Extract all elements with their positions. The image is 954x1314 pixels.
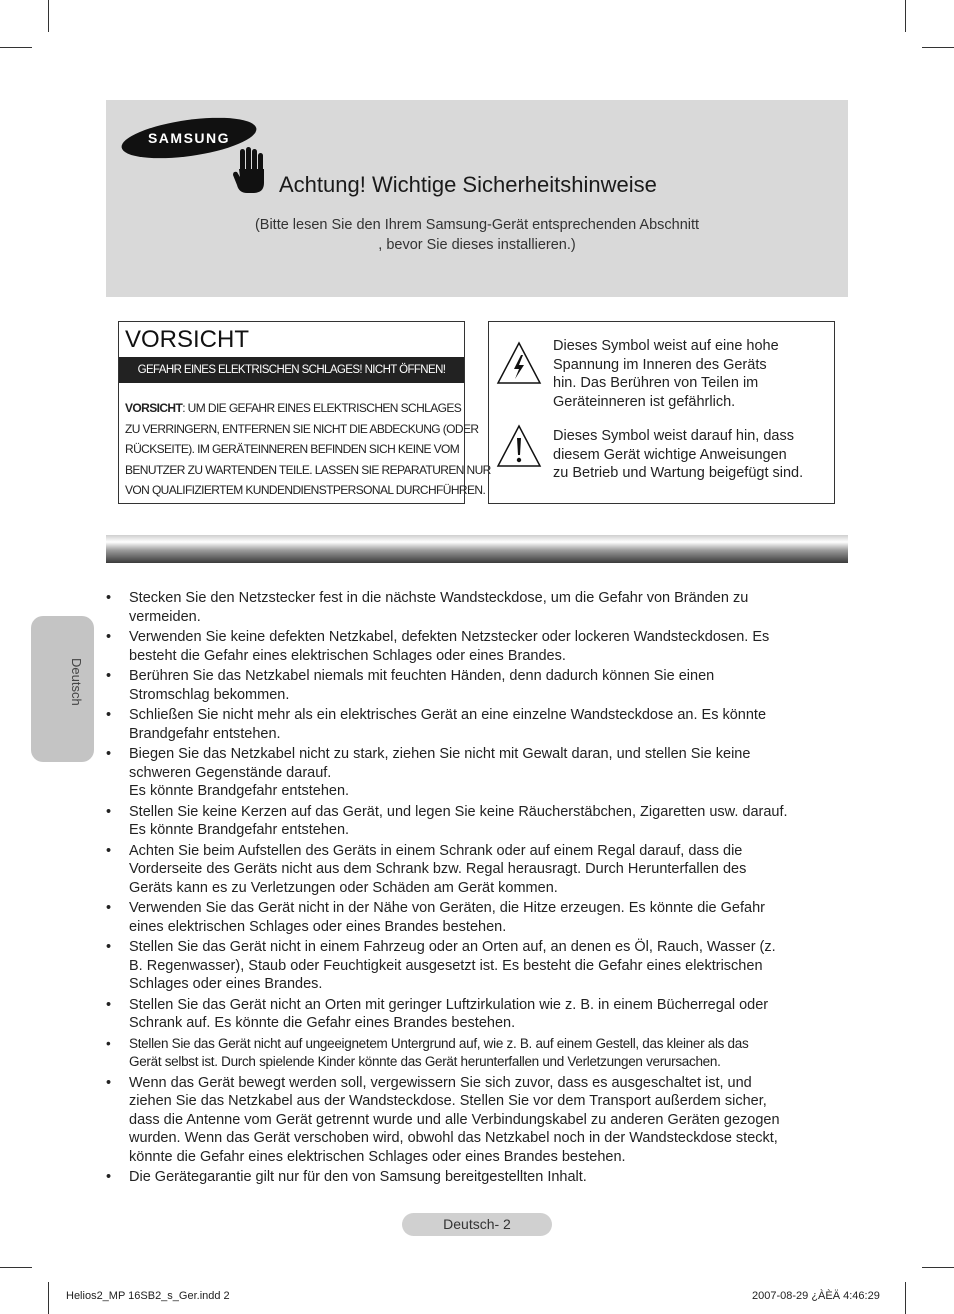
- list-item-line: • Wenn das Gerät bewegt werden soll, vergewissern Sie sich zuvor, dass es ausgeschaltet ist, und: [129, 1074, 752, 1091]
- list-item: [106, 706, 851, 743]
- crop-mark: [905, 0, 906, 32]
- crop-mark: [0, 47, 32, 48]
- footer-timestamp: 2007-08-29 ¿ÀÈÄ 4:46:29: [752, 1290, 880, 1302]
- list-item: [106, 667, 851, 704]
- list-item-line: • Biegen Sie das Netzkabel nicht zu stark, ziehen Sie nicht mit Gewalt daran, und stellen Sie keine: [129, 746, 751, 762]
- language-tab: [31, 616, 94, 762]
- list-item: [106, 628, 851, 665]
- list-item-line: • Die Gerätegarantie gilt nur für den von Samsung bereitgestellten Inhalt.: [129, 1169, 587, 1185]
- list-item-line: • Stellen Sie das Gerät nicht in einem Fahrzeug oder an Orten auf, an denen es Öl, Rauch, Wasser (z.: [129, 939, 776, 955]
- crop-mark: [48, 1282, 49, 1314]
- caution-line: ZU VERRINGERN, ENTFERNEN SIE NICHT DIE ABDECKUNG (ODER: [125, 421, 479, 436]
- list-item: [106, 996, 851, 1033]
- list-item-line: Schlages oder eines Brandes.: [129, 976, 323, 992]
- safety-header: [106, 100, 848, 297]
- caution-banner: GEFAHR EINES ELEKTRISCHEN SCHLAGES! NICHT ÖFFNEN!: [119, 357, 464, 383]
- subtitle-line: , bevor Sie dieses installieren.): [378, 237, 576, 253]
- list-item: [106, 745, 851, 801]
- list-item-line: Stromschlag bekommen.: [129, 686, 290, 703]
- list-item-line: Vorderseite des Geräts nicht aus dem Schrank bzw. Regal herausragt. Durch Herunterfallen des: [129, 861, 747, 877]
- list-item-line: Es könnte Brandgefahr entstehen.: [129, 822, 350, 838]
- list-item-line: Schrank auf. Es könnte die Gefahr eines Brandes bestehen.: [129, 1015, 516, 1031]
- section-divider: [106, 535, 848, 563]
- list-item: [106, 803, 851, 840]
- instructions-text: Dieses Symbol weist darauf hin, dass diesem Gerät wichtige Anweisungen zu Betrieb und Wartung beigefügt sind.: [553, 428, 804, 481]
- list-item-line: • Verwenden Sie keine defekten Netzkabel, defekten Netzstecker oder lockeren Wandsteckdosen. Es: [129, 629, 770, 645]
- list-item-line: Gerät selbst ist. Durch spielende Kinder könnte das Gerät herunterfallen und Verletzungen verursachen.: [129, 1054, 721, 1069]
- list-item: [106, 1168, 851, 1187]
- list-item-line: • Stecken Sie den Netzstecker fest in die nächste Wandsteckdose, um die Gefahr von Bränden zu: [129, 590, 749, 606]
- crop-mark: [922, 1267, 954, 1268]
- list-item-line: • Berühren Sie das Netzkabel niemals mit feuchten Händen, denn dadurch können Sie einen: [129, 668, 715, 684]
- list-item-line: schweren Gegenstände darauf.: [129, 764, 332, 781]
- list-item-line: dass die Antenne vom Gerät getrennt wurde und alle Verbindungskabel zu anderen Geräten gezogen: [129, 1111, 780, 1128]
- caution-line: VON QUALIFIZIERTEM KUNDENDIENSTPERSONAL DURCHFÜHREN.: [125, 483, 486, 497]
- crop-mark: [922, 47, 954, 48]
- page-title: Achtung! Wichtige Sicherheitshinweise: [279, 172, 657, 197]
- caution-body: [125, 398, 491, 501]
- list-item-line: ziehen Sie das Netzkabel aus der Wandsteckdose. Stellen Sie vor dem Transport außerdem sicher,: [129, 1093, 767, 1109]
- safety-instructions-list: [106, 589, 851, 1189]
- caution-title: VORSICHT: [125, 326, 250, 353]
- list-item: [106, 1074, 851, 1167]
- list-item-line: vermeiden.: [129, 608, 201, 625]
- list-item-line: • Verwenden Sie das Gerät nicht in der Nähe von Geräten, die Hitze erzeugen. Es könnte die Gefahr: [129, 900, 765, 916]
- list-item-line: Es könnte Brandgefahr entstehen.: [129, 783, 350, 799]
- list-item-line: eines elektrischen Schlages oder eines Brandes bestehen.: [129, 918, 507, 935]
- exclamation-warning-icon: [496, 424, 542, 468]
- language-tab-label: Deutsch: [69, 658, 84, 706]
- high-voltage-text: Dieses Symbol weist auf eine hohe Spannung im Inneren des Geräts hin. Das Berühren von Teilen im Geräteinneren ist gefährlich.: [553, 338, 779, 410]
- list-item: [106, 899, 851, 936]
- caution-box: [118, 321, 491, 504]
- list-item-line: • Schließen Sie nicht mehr als ein elektrisches Gerät an eine einzelne Wandsteckdose an. Es könnte: [129, 707, 767, 723]
- list-item-line: wurden. Wenn das Gerät verschoben wird, obwohl das Netzkabel noch in der Wandsteckdose steckt,: [129, 1130, 778, 1146]
- list-item-line: Brandgefahr entstehen.: [129, 725, 281, 742]
- list-item-line: • Stellen Sie das Gerät nicht auf ungeeignetem Untergrund auf, wie z. B. auf einem Gestell, das kleiner als das: [129, 1035, 749, 1051]
- list-item: [106, 842, 851, 898]
- caution-line: RÜCKSEITE). IM GERÄTEINNEREN BEFINDEN SICH KEINE VOM: [125, 442, 460, 456]
- list-item-line: könnte die Gefahr eines elektrischen Schlages oder eines Brandes bestehen.: [129, 1148, 626, 1165]
- list-item-line: • Stellen Sie das Gerät nicht an Orten mit geringer Luftzirkulation wie z. B. in einem Bücherregal oder: [129, 996, 769, 1013]
- list-item-line: • Stellen Sie keine Kerzen auf das Gerät, und legen Sie keine Räucherstäbchen, Zigaretten usw. darauf.: [129, 803, 788, 820]
- high-voltage-icon: [496, 341, 542, 385]
- page-number: Deutsch- 2: [402, 1213, 552, 1236]
- list-item-line: besteht die Gefahr eines elektrischen Schlages oder eines Brandes.: [129, 647, 566, 664]
- list-item: [106, 938, 851, 994]
- caution-line: VORSICHT: UM DIE GEFAHR EINES ELEKTRISCHEN SCHLAGES: [125, 401, 462, 415]
- caution-label: VORSICHT: [125, 401, 183, 415]
- list-item-line: • Achten Sie beim Aufstellen des Geräts in einem Schrank oder auf einem Regal darauf, dass die: [129, 842, 743, 859]
- subtitle-line: (Bitte lesen Sie den Ihrem Samsung-Gerät entsprechenden Abschnitt: [254, 217, 700, 233]
- crop-mark: [905, 1282, 906, 1314]
- footer-filename: Helios2_MP 16SB2_s_Ger.indd 2: [66, 1290, 230, 1302]
- hand-stop-icon: [233, 147, 267, 195]
- subtitle: [106, 215, 848, 255]
- list-item-line: Geräts kann es zu Verletzungen oder Schäden am Gerät kommen.: [129, 879, 558, 896]
- logo-text: SAMSUNG: [147, 130, 231, 146]
- list-item: [106, 1035, 851, 1072]
- crop-mark: [0, 1267, 32, 1268]
- symbol-explanation-box: [488, 321, 835, 504]
- list-item-line: B. Regenwasser), Staub oder Feuchtigkeit ausgesetzt ist. Es besteht die Gefahr eines elektrischen: [129, 957, 763, 974]
- list-item: [106, 589, 851, 626]
- crop-mark: [48, 0, 49, 32]
- caution-line: BENUTZER ZU WARTENDEN TEILE. LASSEN SIE REPARATUREN NUR: [125, 462, 491, 477]
